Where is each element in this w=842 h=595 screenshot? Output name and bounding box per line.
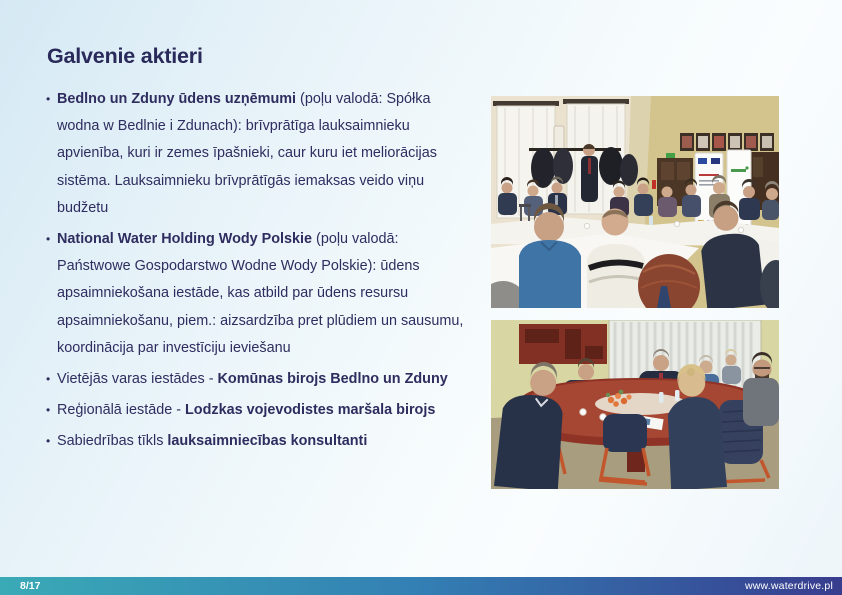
bullet-item: [46, 226, 476, 362]
workshop-meeting-photo: [491, 96, 779, 308]
bullet-item: [46, 86, 476, 222]
footer-bar: [0, 577, 842, 595]
bullet-text: Bedlno un Zduny ūdens uzņēmumi (poļu valodā: Spółka wodna w Bedlnie i Zdunach): brīvprātīga lauksaimnieku apvienība, kuri ir zemes īpašnieki, caur kuru iet meliorācijas sistēma. Lauksaimnieku brīvprātīgās iemaksas veido viņu budžetu: [57, 91, 437, 216]
page-number: 8/17: [20, 580, 41, 592]
bullet-item: [46, 366, 476, 393]
bullet-text: Vietējās varas iestādes - Komūnas birojs Bedlno un Zduny: [57, 371, 448, 388]
bullet-item: [46, 428, 476, 455]
roundtable-meeting-photo: [491, 320, 779, 489]
bullet-marker: •: [46, 232, 51, 247]
bullet-text: Sabiedrības tīkls lauksaimniecības konsultanti: [57, 433, 368, 450]
bullet-text: Reģionālā iestāde - Lodzkas vojevodistes maršala birojs: [57, 402, 436, 419]
bullet-marker: •: [46, 403, 51, 418]
bullet-marker: •: [46, 372, 51, 387]
bullet-marker: •: [46, 434, 51, 449]
workshop-meeting-illustration: [491, 96, 779, 308]
bullet-text: National Water Holding Wody Polskie (poļu valodā: Państwowe Gospodarstwo Wodne Wody Polskie): ūdens apsaimniekošana iestāde, kas atbild par ūdens resursu apsaimniekošanu, piem.: aizsardzība pret plūdiem un sausumu, koordinācija par investīciju ieviešanu: [57, 231, 464, 356]
bullet-item: [46, 397, 476, 424]
bullet-list: [46, 86, 476, 460]
website-link: www.waterdrive.pl: [744, 580, 833, 592]
bullet-marker: •: [46, 92, 51, 106]
page-title: Galvenie aktieri: [47, 44, 203, 68]
roundtable-meeting-illustration: [491, 320, 779, 489]
wall-cabinet: [519, 324, 607, 364]
